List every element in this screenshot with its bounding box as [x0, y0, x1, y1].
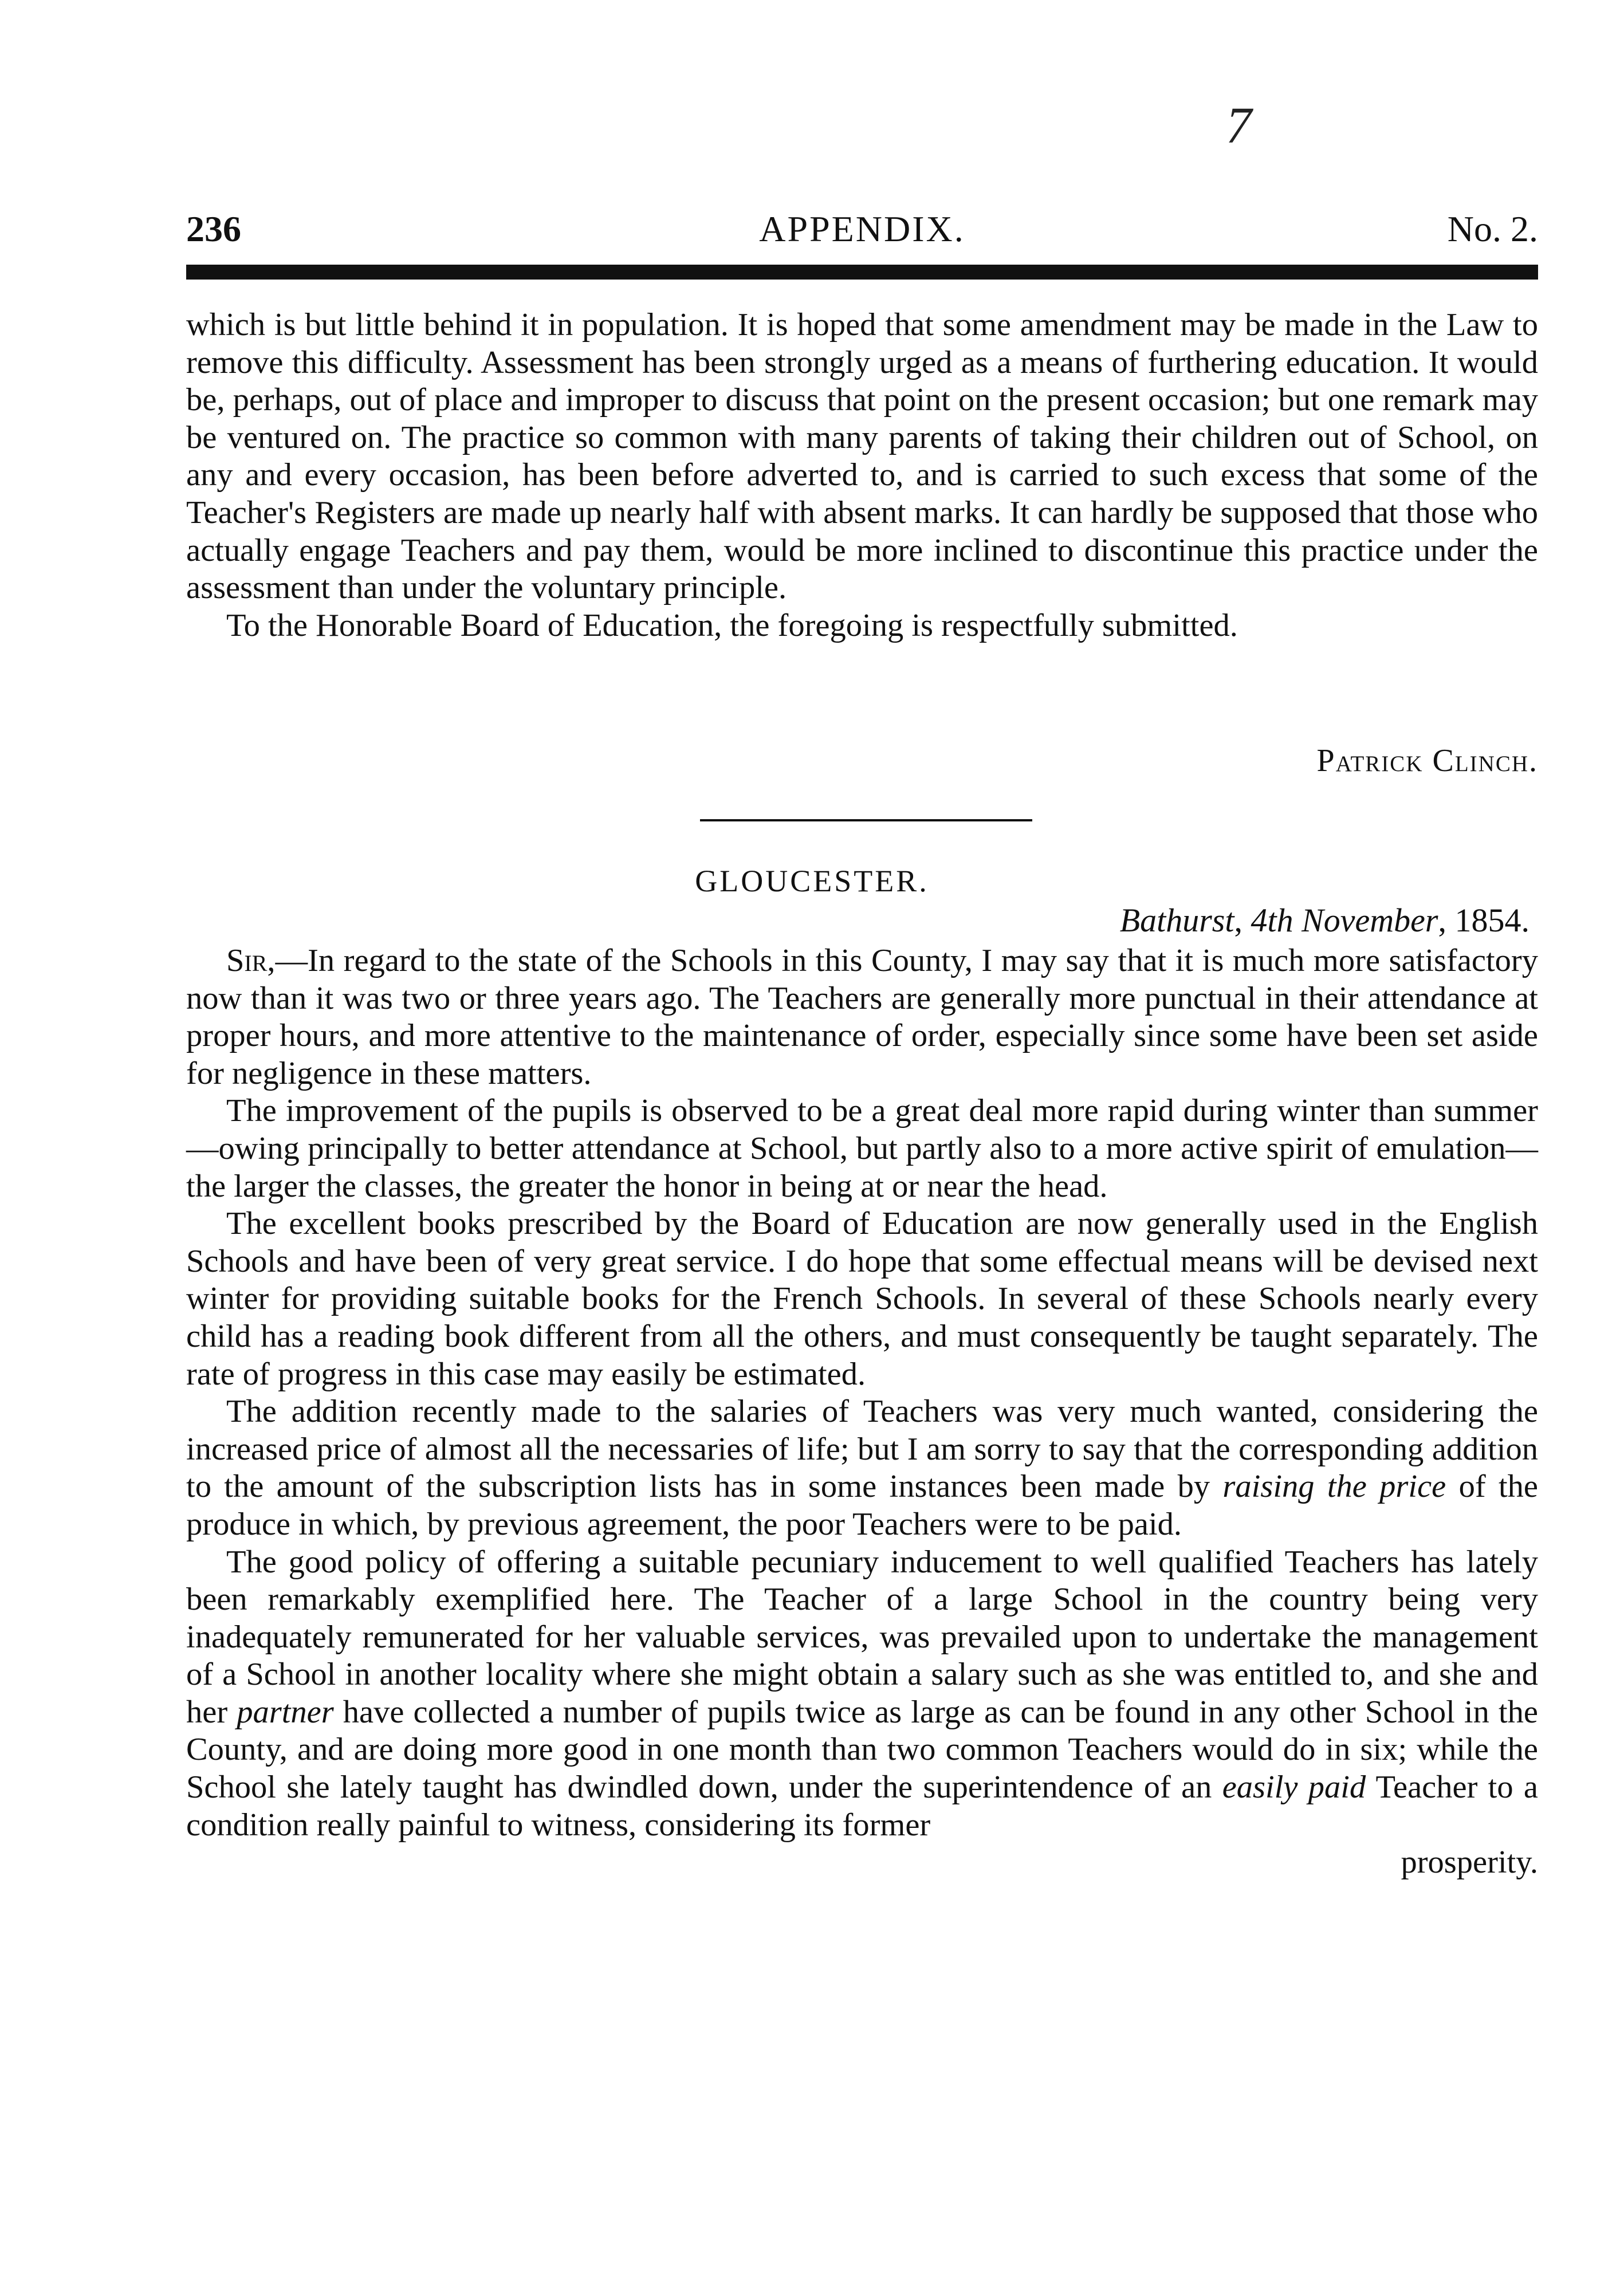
paragraph-1-text: —In regard to the state of the Schools in this County, I may say that it is much more satisfactory now than it was two or three years ago. The Teachers are generally more punctual in their attendance at proper hours, and more attentive to the maintenance of order, especially since some have been set aside for negligence in these matters.	[186, 943, 1538, 1091]
second-report-paragraph-2: The improvement of the pupils is observed to be a great deal more rapid during winter than summer—owing principally to better attendance at School, but partly also to a more active spirit of emulation—the larger the classes, the greater the honor in being at or near the head.	[186, 1093, 1538, 1204]
second-report-paragraph-4	[186, 1393, 1538, 1543]
dateline-place: Bathurst	[1119, 902, 1234, 939]
section-divider	[700, 819, 1032, 821]
header-rule	[186, 265, 1538, 280]
second-report-paragraph-1	[186, 942, 1538, 1092]
paragraph-5-emphasis-1: partner	[237, 1694, 334, 1730]
second-report-paragraph-5	[186, 1544, 1538, 1882]
salutation: Sir,	[226, 943, 276, 978]
paragraph-5-end: prosperity.	[1401, 1845, 1538, 1881]
section-heading: GLOUCESTER.	[695, 864, 929, 898]
dateline: Bathurst, 4th November, 1854.	[1119, 902, 1529, 939]
paragraph-4-emphasis: raising the price	[1222, 1469, 1446, 1505]
dateline-day: 4th November	[1251, 902, 1438, 939]
running-header	[186, 206, 1538, 252]
header-title: APPENDIX.	[759, 209, 965, 249]
second-report-body	[186, 942, 1538, 1882]
first-report-paragraph-2: To the Honorable Board of Education, the foregoing is respectfully submitted.	[226, 607, 1238, 643]
paragraph-5-emphasis-2: easily paid	[1222, 1769, 1366, 1806]
first-report-body	[186, 306, 1538, 644]
section-number: No. 2.	[1447, 209, 1538, 249]
signature: Patrick Clinch.	[1316, 743, 1538, 778]
page-number: 236	[186, 209, 241, 249]
paragraph-5-text-c: Teacher to a condition really painful to witness, considering its former	[186, 1769, 1538, 1843]
first-report-paragraph-1: which is but little behind it in population. It is hoped that some amendment may be made in the Law to remove this difficulty. Assessment has been strongly urged as a means of furthering education. It would be, perhaps, out of place and improper to discuss that point on the present occasion; but one remark may be ventured on. The practice so common with many parents of taking their children out of School, on any and every occasion, has been before adverted to, and is carried to such excess that some of the Teacher's Registers are made up nearly half with absent marks. It can hardly be supposed that those who actually engage Teachers and pay them, would be more inclined to discontinue this practice under the assessment than under the voluntary principle.	[186, 307, 1538, 606]
dateline-year: 1854.	[1454, 902, 1529, 939]
second-report-paragraph-3: The excellent books prescribed by the Board of Education are now generally used in the English Schools and have been of very great service. I do hope that some effectual means will be devised next winter for providing suitable books for the French Schools. In several of these Schools nearly every child has a reading book different from all the others, and must consequently be taught separately. The rate of progress in this case may easily be estimated.	[186, 1206, 1538, 1392]
paragraph-4-text-a: The addition recently made to the salaries of Teachers was very much wanted, considering the increased price of almost all the necessaries of life; but I am sorry to say that the corresponding addition to the amount of the subscription lists has in some instances been made by	[186, 1394, 1538, 1505]
margin-pencil-mark: 7	[1226, 97, 1252, 154]
paragraph-5-text-b: have collected a number of pupils twice as large as can be found in any other School in the County, and are doing more good in one month than two common Teachers would do in six; while the School she lately taught has dwindled down, under the superintendence of an	[186, 1694, 1538, 1806]
paragraph-4-text-b: of the produce in which, by previous agreement, the poor Teachers were to be paid.	[186, 1469, 1538, 1542]
paragraph-5-text-a: The good policy of offering a suitable pecuniary inducement to well qualified Teachers has lately been remarkably exemplified here. The Teacher of a large School in the country being very inadequately remunerated for her valuable services, was prevailed upon to undertake the management of a School in another locality where she might obtain a salary such as she was entitled to, and she and her	[186, 1544, 1538, 1730]
